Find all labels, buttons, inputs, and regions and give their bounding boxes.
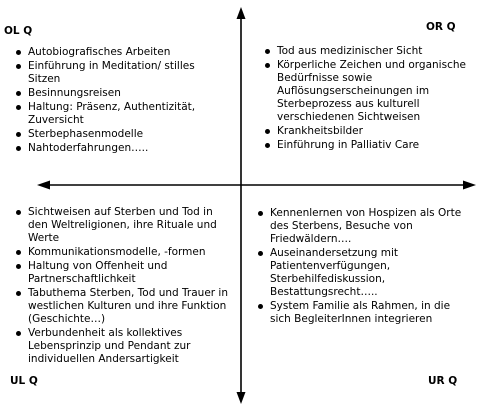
list-item: Sterbephasenmodelle [14,128,224,141]
list-item: Verbundenheit als kollektives Lebensprinzip und Pendant zur individuellen Andersartigkeit [14,327,229,366]
list-item: Sichtweisen auf Sterben und Tod in den Weltreligionen, ihre Rituale und Werte [14,206,229,245]
list-item: Einführung in Meditation/ stilles Sitzen [14,60,224,86]
list-item: Körperliche Zeichen und organische Bedürfnisse sowie Auflösungserscheinungen im Sterbeprozess aus kulturell verschiedenen Sichtweisen [263,59,478,124]
list-item: Kommunikationsmodelle, -formen [14,246,229,259]
quadrant-ol-list [14,46,224,156]
list-item: Autobiografisches Arbeiten [14,46,224,59]
quadrant-or-list [263,45,478,153]
list-item: Haltung: Präsenz, Authentizität, Zuversicht [14,101,224,127]
arrow-up-icon [237,7,246,19]
quadrant-label-ol: OL Q [4,25,33,37]
list-item: Kennenlernen von Hospizen als Orte des Sterbens, Besuche von Friedwäldern…. [256,207,471,246]
list-item: Haltung von Offenheit und Partnerschaftlichkeit [14,260,229,286]
arrow-down-icon [237,392,246,404]
list-item: Tod aus medizinischer Sicht [263,45,478,58]
list-item: Auseinandersetzung mit Patientenverfügungen, Sterbehilfediskussion, Bestattungsrecht….. [256,247,471,299]
arrow-right-icon [463,181,476,190]
list-item: Krankheitsbilder [263,125,478,138]
quadrant-ul-list [14,206,229,367]
list-item: Besinnungsreisen [14,87,224,100]
list-item: Einführung in Palliativ Care [263,139,478,152]
arrow-left-icon [37,181,50,190]
list-item: Nahtoderfahrungen….. [14,142,224,155]
quadrant-label-or: OR Q [426,21,456,33]
list-item: Tabuthema Sterben, Tod und Trauer in westlichen Kulturen und ihre Funktion (Geschichte…) [14,287,229,326]
quadrant-ur-list [256,207,471,327]
quadrant-label-ul: UL Q [10,375,38,387]
quadrant-label-ur: UR Q [428,375,458,387]
list-item: System Familie als Rahmen, in die sich BegleiterInnen integrieren [256,300,471,326]
